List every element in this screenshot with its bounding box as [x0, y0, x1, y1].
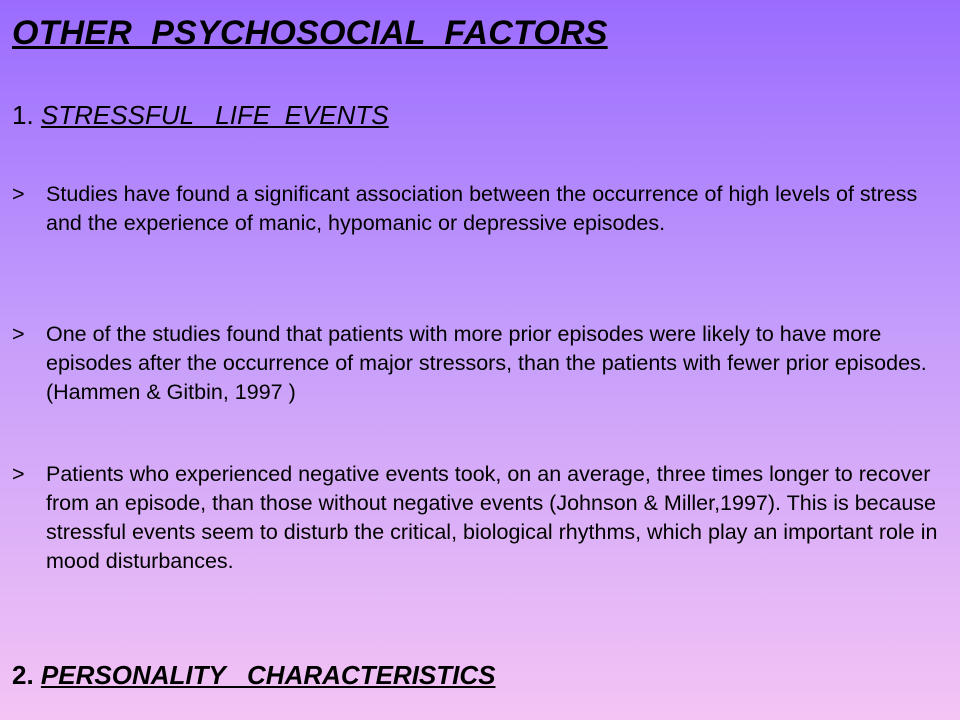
section-label: STRESSFUL LIFE EVENTS	[40, 100, 389, 130]
section-number: 1.	[12, 100, 34, 130]
bullet-marker: >	[12, 462, 25, 486]
bullet-marker: >	[12, 322, 25, 346]
bullet-text: One of the studies found that patients with more prior episodes were likely to have more episodes after the occurrence of major stressors, than the patients with fewer prior episodes. (Hammen & Gitbin, 1997 )	[46, 322, 927, 404]
bullet-item-stress-association	[12, 180, 947, 238]
bullet-item-negative-events	[12, 460, 947, 576]
slide-title: OTHER PSYCHOSOCIAL FACTORS	[12, 14, 608, 52]
bullet-marker: >	[12, 182, 25, 206]
bullet-text: Patients who experienced negative events took, on an average, three times longer to recover from an episode, than those without negative events (Johnson & Miller,1997). This is because stressful events seem to disturb the critical, biological rhythms, which play an important role in mood disturbances.	[46, 462, 938, 573]
bullet-item-prior-episodes	[12, 320, 947, 407]
bullet-text: Studies have found a significant association between the occurrence of high levels of stress and the experience of manic, hypomanic or depressive episodes.	[46, 182, 918, 235]
section-number: 2.	[12, 660, 34, 690]
section-heading-stressful-life-events	[12, 100, 389, 131]
section-heading-personality-characteristics	[12, 660, 495, 691]
section-label: PERSONALITY CHARACTERISTICS	[40, 660, 496, 690]
